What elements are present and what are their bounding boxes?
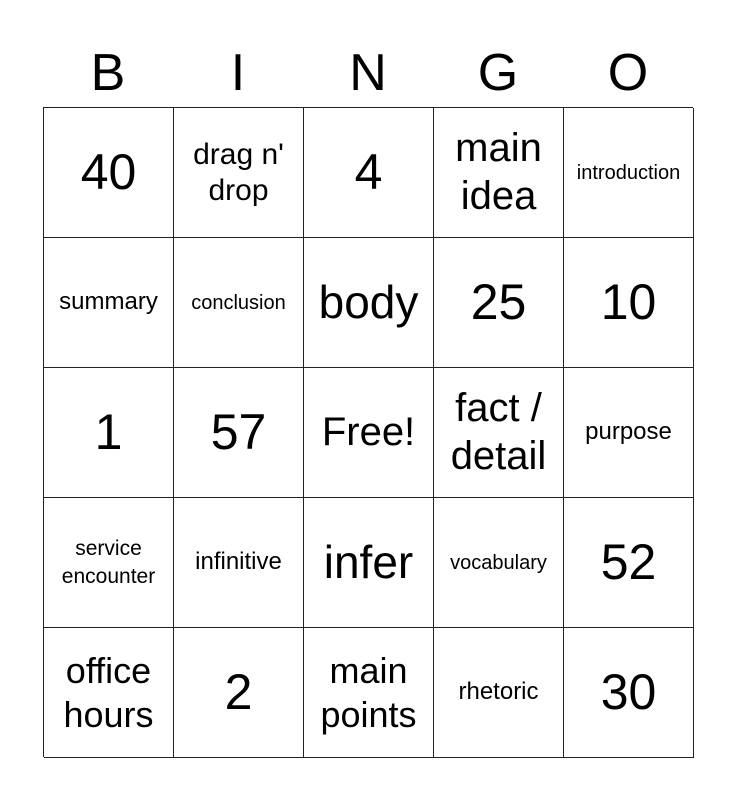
bingo-header: [43, 40, 693, 106]
bingo-cell: [434, 238, 564, 368]
bingo-cell: [44, 238, 174, 368]
header-letter-i: I: [230, 44, 246, 102]
bingo-cell: [174, 368, 304, 498]
cell-text: 10: [600, 274, 657, 330]
bingo-cell: [434, 628, 564, 758]
cell-text: body: [318, 275, 419, 328]
cell-text: 57: [210, 404, 267, 460]
cell-text: drag n' drop: [193, 137, 284, 207]
bingo-cell: [44, 498, 174, 628]
bingo-cell: [564, 238, 694, 368]
bingo-cell: [44, 628, 174, 758]
cell-text: main points: [320, 650, 417, 735]
cell-text: 52: [600, 534, 657, 590]
bingo-cell: [304, 628, 434, 758]
bingo-cell: [44, 368, 174, 498]
bingo-cell: [174, 108, 304, 238]
cell-text: main idea: [455, 126, 542, 218]
header-letter-o: O: [607, 44, 649, 102]
cell-text: service encounter: [61, 537, 156, 588]
bingo-cell: [174, 498, 304, 628]
cell-text: 25: [470, 274, 527, 330]
header-letter-g: G: [477, 44, 519, 102]
header-letter-n: N: [349, 44, 387, 102]
bingo-grid: [43, 107, 693, 757]
cell-text: summary: [59, 288, 158, 316]
bingo-cell: [434, 498, 564, 628]
cell-text: infer: [323, 535, 414, 588]
bingo-cell: [564, 628, 694, 758]
bingo-cell: [304, 238, 434, 368]
free-space-text: Free!: [321, 409, 416, 454]
cell-text: purpose: [585, 418, 672, 446]
cell-text: office hours: [63, 650, 154, 735]
cell-text: fact / detail: [450, 386, 547, 478]
cell-text: vocabulary: [450, 551, 547, 574]
bingo-cell: [564, 498, 694, 628]
cell-text: 4: [354, 144, 383, 200]
bingo-cell: [564, 108, 694, 238]
cell-text: 2: [224, 664, 253, 720]
cell-text: introduction: [576, 161, 681, 184]
cell-text: conclusion: [191, 291, 286, 314]
cell-text: infinitive: [195, 548, 282, 576]
header-letter-b: B: [90, 44, 126, 102]
bingo-cell: [174, 238, 304, 368]
bingo-cell: [44, 108, 174, 238]
cell-text: 40: [80, 144, 137, 200]
bingo-cell: [304, 498, 434, 628]
bingo-cell: [434, 108, 564, 238]
bingo-cell: [304, 108, 434, 238]
free-space-cell: [304, 368, 434, 498]
bingo-cell: [174, 628, 304, 758]
cell-text: 30: [600, 664, 657, 720]
bingo-cell: [564, 368, 694, 498]
cell-text: rhetoric: [458, 678, 539, 706]
bingo-cell: [434, 368, 564, 498]
cell-text: 1: [94, 404, 123, 460]
